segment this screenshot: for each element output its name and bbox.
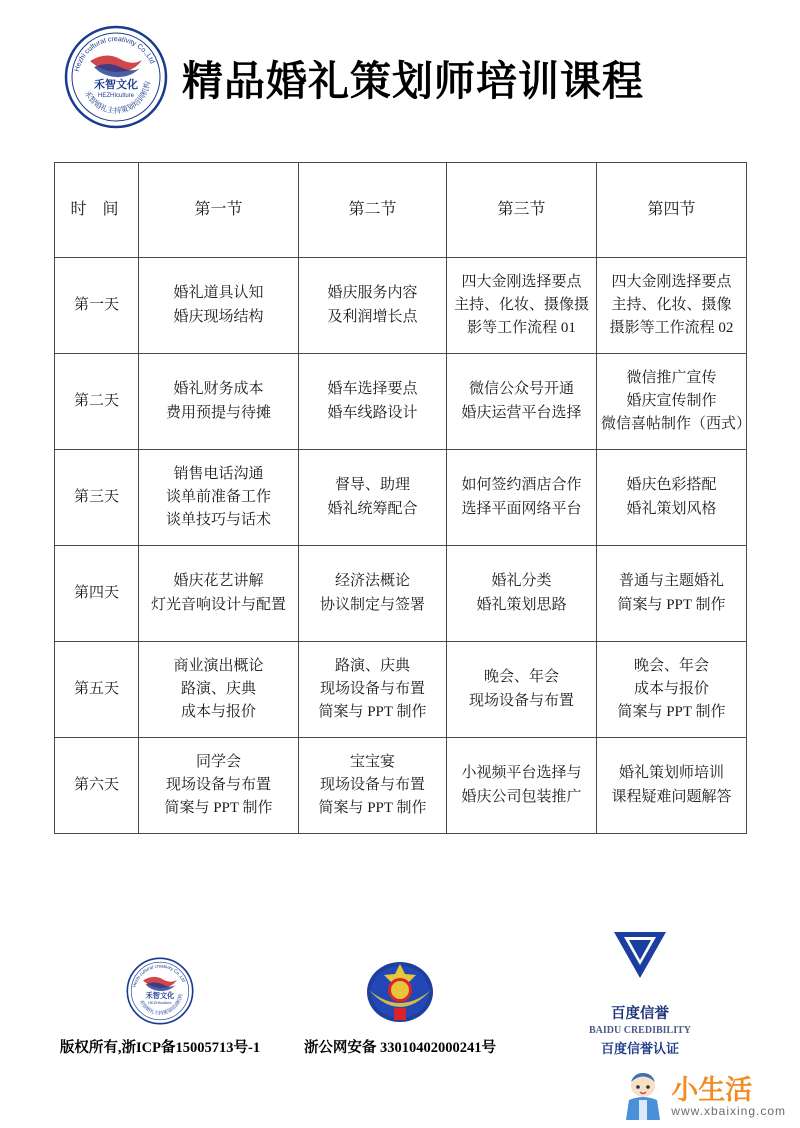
session-cell (299, 642, 447, 738)
cell-lines (451, 378, 592, 425)
baidu-credibility-title: 百度信誉 (611, 1006, 669, 1022)
baidu-credibility-subtitle-en: BAIDU CREDIBILITY (589, 1025, 691, 1036)
cell-line: 微信推广宣传 (626, 369, 717, 386)
svg-text:禾智婚礼主持策划培训机构: 禾智婚礼主持策划培训机构 (137, 993, 185, 1017)
cell-lines (143, 570, 294, 617)
cell-line: 简案与 PPT 制作 (318, 704, 427, 721)
day-label: 第一天 (55, 258, 139, 354)
session-cell (597, 642, 747, 738)
cell-line: 谈单前准备工作 (165, 488, 271, 505)
cell-lines (143, 463, 294, 533)
table-row (55, 354, 747, 450)
cell-line: 简案与 PPT 制作 (318, 800, 427, 817)
column-header-session-2: 第二节 (299, 163, 447, 258)
session-cell (597, 258, 747, 354)
cell-lines (303, 378, 442, 425)
session-cell (447, 642, 597, 738)
cell-line: 婚庆公司包装推广 (461, 788, 582, 805)
cell-line: 课程疑难问题解答 (611, 788, 732, 805)
document-header (0, 0, 800, 116)
cell-line: 婚庆色彩搭配 (626, 477, 717, 494)
cell-line: 四大金刚选择要点 (611, 273, 732, 290)
cell-lines (601, 271, 742, 341)
cell-line: 婚礼财务成本 (173, 381, 264, 398)
session-cell (597, 354, 752, 450)
cell-line: 四大金刚选择要点 (461, 273, 582, 290)
session-cell (597, 450, 747, 546)
cell-line: 婚礼道具认知 (173, 285, 264, 302)
cell-line: 现场设备与布置 (319, 680, 425, 697)
cell-line: 路演、庆典 (334, 657, 410, 674)
cell-line: 协议制定与签署 (319, 596, 425, 613)
circular-seal-logo (64, 25, 168, 129)
session-cell (139, 738, 299, 834)
day-label: 第三天 (55, 450, 139, 546)
course-schedule-table (54, 162, 752, 834)
session-cell (299, 450, 447, 546)
cell-line: 婚庆服务内容 (327, 285, 418, 302)
cell-line: 婚车选择要点 (327, 381, 418, 398)
cell-line: 晚会、年会 (483, 669, 559, 686)
session-cell (299, 258, 447, 354)
cell-line: 现场设备与布置 (468, 692, 574, 709)
baidu-credibility-icon (520, 920, 760, 994)
cell-line: 婚庆运营平台选择 (461, 404, 582, 421)
police-registration-badge (280, 954, 520, 1057)
svg-text:HEZHIculture: HEZHIculture (97, 93, 135, 99)
baidu-credibility-certification: 百度信誉认证 (600, 1041, 679, 1056)
cell-line: 小视频平台选择与 (461, 765, 582, 782)
svg-text:禾智婚礼主持策划培训机构: 禾智婚礼主持策划培训机构 (82, 80, 153, 116)
svg-text:HEZHIculture: HEZHIculture (148, 1000, 172, 1006)
svg-text:Hezhi cultural creativity Co.,: Hezhi cultural creativity Co.,Ltd (73, 35, 156, 73)
cell-lines (143, 282, 294, 329)
cell-lines (143, 378, 294, 425)
session-cell (447, 546, 597, 642)
cell-line: 婚礼策划师培训 (618, 765, 724, 782)
cell-line: 及利润增长点 (327, 308, 418, 325)
session-cell (597, 738, 747, 834)
cell-lines (451, 762, 592, 809)
cell-line: 经济法概论 (334, 573, 410, 590)
session-cell (447, 450, 597, 546)
day-label: 第六天 (55, 738, 139, 834)
session-cell (139, 546, 299, 642)
cell-line: 选择平面网络平台 (461, 500, 582, 517)
cell-line: 婚礼统筹配合 (327, 500, 418, 517)
cell-lines (601, 762, 742, 809)
session-cell (597, 546, 747, 642)
cell-line: 婚礼策划风格 (626, 500, 717, 517)
cell-lines (601, 474, 742, 521)
column-header-time: 时 间 (55, 163, 139, 258)
cell-lines (451, 666, 592, 713)
cell-line: 谈单技巧与话术 (165, 512, 271, 529)
cell-lines (601, 655, 742, 725)
company-logo (64, 25, 168, 129)
cell-line: 路演、庆典 (180, 680, 256, 697)
page-title: 精品婚礼策划师培训课程 (182, 57, 644, 104)
cell-line: 销售电话沟通 (173, 465, 264, 482)
cell-line: 现场设备与布置 (165, 776, 271, 793)
cell-lines (601, 570, 742, 617)
cell-line: 婚庆花艺讲解 (173, 573, 264, 590)
cell-line: 摄影等工作流程 02 (609, 320, 734, 337)
session-cell (447, 258, 597, 354)
column-header-session-4: 第四节 (597, 163, 747, 258)
cell-line: 灯光音响设计与配置 (150, 596, 286, 613)
site-watermark (621, 1072, 786, 1122)
day-label: 第四天 (55, 546, 139, 642)
cell-line: 婚车线路设计 (327, 404, 418, 421)
cell-line: 商业演出概论 (173, 657, 264, 674)
cell-line: 成本与报价 (180, 704, 256, 721)
cell-line: 费用预提与待摊 (165, 404, 271, 421)
cell-lines (451, 271, 592, 341)
cell-lines (303, 282, 442, 329)
table-row (55, 258, 747, 354)
day-label: 第五天 (55, 642, 139, 738)
session-cell (139, 450, 299, 546)
schedule-table-wrapper (54, 162, 752, 834)
cell-lines (143, 655, 294, 725)
cell-lines (143, 751, 294, 821)
cell-lines (601, 367, 752, 437)
watermark-url: www.xbaixing.com (671, 1104, 786, 1119)
cell-line: 婚礼策划思路 (476, 596, 567, 613)
day-label: 第二天 (55, 354, 139, 450)
cell-lines (303, 655, 442, 725)
svg-text:Hezhi cultural creativity Co.,: Hezhi cultural creativity Co.,Ltd (131, 963, 187, 988)
session-cell (447, 354, 597, 450)
session-cell (139, 642, 299, 738)
cell-line: 晚会、年会 (633, 657, 709, 674)
session-cell (139, 354, 299, 450)
table-header-row (55, 163, 747, 258)
cell-line: 婚庆现场结构 (173, 308, 264, 325)
session-cell (139, 258, 299, 354)
cell-line: 简案与 PPT 制作 (617, 704, 726, 721)
table-row (55, 546, 747, 642)
svg-text:禾智文化: 禾智文化 (145, 992, 175, 1001)
session-cell (299, 546, 447, 642)
cell-line: 影等工作流程 01 (467, 320, 576, 337)
watermark-title: 小生活 (671, 1074, 753, 1105)
cell-line: 督导、助理 (334, 477, 410, 494)
police-registration-text: 浙公网安备 33010402000241号 (303, 1040, 497, 1056)
cartoon-character-icon (621, 1072, 665, 1122)
cell-line: 婚庆宣传制作 (626, 392, 717, 409)
cell-line: 简案与 PPT 制作 (164, 800, 273, 817)
cell-line: 成本与报价 (633, 680, 709, 697)
table-row (55, 738, 747, 834)
cell-line: 主持、化妆、摄像 (611, 296, 732, 313)
cell-line: 同学会 (195, 753, 241, 770)
table-row (55, 450, 747, 546)
cell-line: 主持、化妆、摄像摄 (453, 296, 589, 313)
cell-line: 微信喜帖制作（西式） (601, 416, 752, 433)
cell-lines (303, 570, 442, 617)
baidu-credibility-badge (520, 920, 760, 1057)
cell-line: 如何签约酒店合作 (461, 477, 582, 494)
cell-line: 微信公众号开通 (468, 381, 574, 398)
document-footer (0, 920, 800, 1057)
police-emblem-icon (280, 954, 520, 1028)
table-row (55, 642, 747, 738)
cell-lines (303, 751, 442, 821)
cell-line: 婚礼分类 (491, 573, 552, 590)
icp-badge (40, 954, 280, 1057)
session-cell (447, 738, 597, 834)
cell-lines (303, 474, 442, 521)
cell-line: 简案与 PPT 制作 (617, 596, 726, 613)
circular-seal-logo (126, 957, 194, 1025)
column-header-session-1: 第一节 (139, 163, 299, 258)
cell-line: 宝宝宴 (349, 753, 395, 770)
column-header-session-3: 第三节 (447, 163, 597, 258)
cell-lines (451, 570, 592, 617)
icp-license-text: 版权所有,浙ICP备15005713号-1 (59, 1040, 261, 1056)
footer-company-logo (40, 954, 280, 1028)
cell-lines (451, 474, 592, 521)
session-cell (299, 354, 447, 450)
cell-line: 现场设备与布置 (319, 776, 425, 793)
cell-line: 普通与主题婚礼 (618, 573, 724, 590)
session-cell (299, 738, 447, 834)
svg-text:禾智文化: 禾智文化 (94, 79, 138, 91)
